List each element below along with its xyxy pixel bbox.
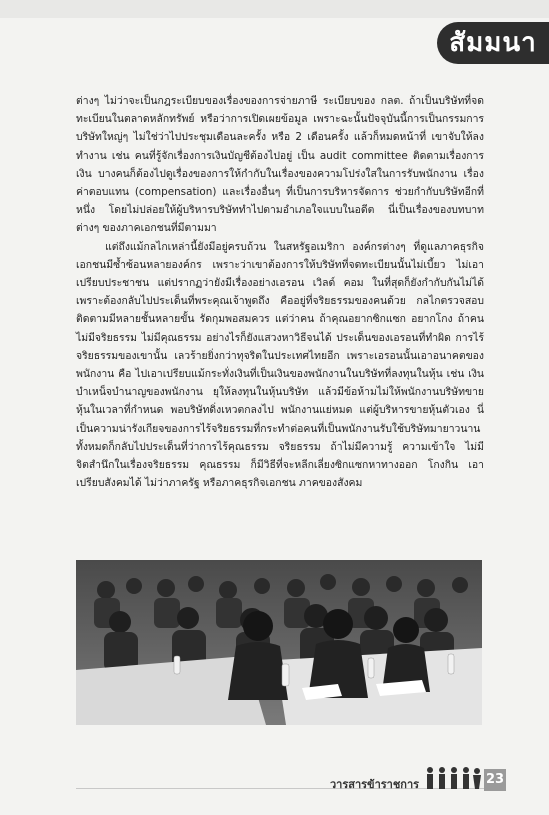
publication-title: วารสารข้าราชการ [330, 778, 420, 791]
section-label: สัมมนา [437, 22, 549, 64]
footer-divider [76, 788, 484, 789]
page-number: 23 [484, 769, 506, 791]
seminar-photo [76, 560, 482, 725]
paragraph-1: ต่างๆ ไม่ว่าจะเป็นกฎระเบียบของเรื่องของการจ่ายภาษี ระเบียบของ กลต. ถ้าเป็นบริษัทที่จดทะเบียนในตลาดหลักทรัพย์ หรือว่าการเปิดเผยข้อมูล เพราะฉะนั้นปัจจุบันนี้การเป็นกรรมการบริษัทใหญ่ๆ ไม่ใช่ว่าไปประชุมเดือนละครั้ง หรือ 2 เดือนครั้ง แล้วก็หมดหน้าที่ เขาจับให้ลงทำงาน เช่น คนที่รู้จักเรื่องการเงินบัญชีต้องไปอยู่ เป็น audit committee ติดตามเรื่องการเงิน บางคนก็ต้องไปดูเรื่องของการให้กำกับในเรื่องของความโปร่งใสในการรับพนักงาน เรื่องค่าตอบแทน (compensation) และเรื่องอื่นๆ ที่เป็นการบริหารจัดการ ช่วยกำกับบริษัทอีกที่หนึ่ง โดยไม่ปล่อยให้ผู้บริหารบริษัททำไปตามอำเภอใจแบบในอดีต นี่เป็นเรื่องของบทบาทต่างๆ ของภาคเอกชนที่มีตามมา [76, 95, 484, 235]
people-silhouettes-icon [424, 766, 482, 790]
paragraph-2: แต่ถึงแม้กลไกเหล่านี้ยังมีอยู่ครบถ้วน ในสหรัฐอเมริกา องค์กรต่างๆ ที่ดูแลภาคธุรกิจเอกชนมีซ้ำซ้อนหลายองค์กร เพราะว่าเขาต้องการให้บริษัทที่จดทะเบียนนั้นไม่เบี้ยว ไม่เอาเปรียบประชาชน แต่ปรากฏว่ายังมีเรื่องอย่างเอรอน เวิลด์ คอม ในที่สุดก็ยังกำกับกันไม่ได้ เพราะต้องกลับไปประเด็นที่พระคุณเจ้าพูดถึง คืออยู่ที่จริยธรรมของคนด้วย กลไกตรวจสอบติดตามมีหลายชั้นหลายขั้น รัดกุมพอสมควร แต่ว่าคน ถ้าคุณอยากซิกแซก อยากโกง ถ้าคนไม่มีจริยธรรม ไม่มีคุณธรรม อย่างไรก็ยังแสวงหาวิธีจนได้ ประเด็นของเอรอนที่ทำผิด การไร้จริยธรรมของเขานั้น เลวร้ายยิ่งกว่าทุจริตในประเทศไทยอีก เพราะเอรอนนั้นเอาอนาคตของพนักงาน คือ ไปเอาเปรียบแม้กระทั่งเงินที่เป็นเงินของพนักงานในบริษัทที่ลงทุนในหุ้น เช่น เงินบำเหน็จบำนาญของพนักงาน ยุให้ลงทุนในหุ้นบริษัท แล้วมีข้อห้ามไม่ให้พนักงานบริษัทขายหุ้นในเวลาที่กำหนด พอบริษัทดิ่งเหวตกลงไป พนักงานแย่หมด แต่ผู้บริหารขายหุ้นตัวเอง นี่เป็นความน่ารังเกียจของการไร้จริยธรรมที่กระทำต่อคนที่เป็นพนักงานรับใช้บริษัทมายาวนาน ทั้งหมดก็กลับไปประเด็นที่ว่าการไร้คุณธรรม จริยธรรม ถ้าไม่มีความรู้ ความเข้าใจ ไม่มีจิตสำนึกในเรื่องจริยธรรม คุณธรรม ก็มีวิธีที่จะหลีกเลี่ยงซิกแซกหาทางออก โกงกิน เอาเปรียบสังคมได้ ไม่ว่าภาครัฐ หรือภาคธุรกิจเอกชน ภาคของสังคม [76, 240, 484, 490]
top-stripe [0, 0, 549, 18]
article-body [76, 92, 484, 492]
